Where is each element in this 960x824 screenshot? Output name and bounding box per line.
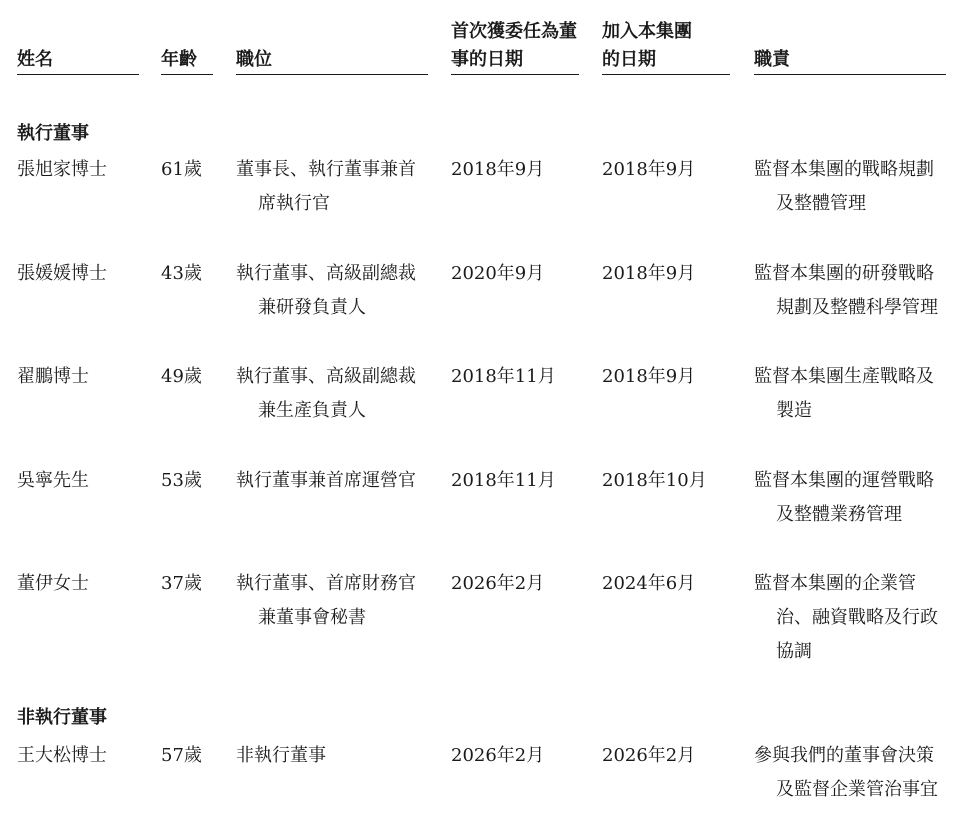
cell-responsibility-line: 及整體管理 — [776, 193, 866, 214]
cell-responsibility-line: 規劃及整體科學管理 — [776, 297, 938, 318]
cell-responsibility — [754, 153, 934, 221]
cell-position — [236, 153, 416, 221]
cell-appointed: 2026年2月 — [451, 573, 545, 594]
cell-age: 57歲 — [161, 745, 202, 766]
header-joined-line2: 的日期 — [602, 49, 656, 70]
cell-position — [236, 567, 416, 635]
cell-joined: 2018年9月 — [602, 159, 696, 180]
table-row — [0, 360, 960, 421]
cell-age: 49歲 — [161, 366, 202, 387]
cell-appointed: 2018年9月 — [451, 159, 545, 180]
cell-responsibility-line: 參與我們的董事會決策 — [754, 745, 934, 766]
cell-joined: 2018年9月 — [602, 263, 696, 284]
cell-position-line: 執行董事、高級副總裁 — [236, 263, 416, 284]
cell-position-line: 兼研發負責人 — [258, 297, 366, 318]
cell-joined: 2026年2月 — [602, 745, 696, 766]
cell-responsibility — [754, 464, 934, 532]
cell-responsibility-line: 協調 — [776, 641, 812, 662]
cell-responsibility-line: 監督本集團的企業管 — [754, 573, 916, 594]
cell-position-line: 董事長、執行董事兼首 — [236, 159, 416, 180]
cell-name: 張旭家博士 — [17, 159, 107, 180]
cell-responsibility-line: 監督本集團的戰略規劃 — [754, 159, 934, 180]
cell-responsibility-line: 監督本集團的運營戰略 — [754, 470, 934, 491]
cell-position-line: 席執行官 — [258, 193, 330, 214]
header-name-label: 姓名 — [17, 49, 53, 70]
table-row — [0, 739, 960, 800]
header-age-label: 年齡 — [161, 49, 197, 70]
cell-responsibility-line: 製造 — [776, 400, 812, 421]
cell-position — [236, 739, 326, 773]
cell-joined: 2018年10月 — [602, 470, 707, 491]
cell-responsibility — [754, 360, 934, 428]
cell-responsibility-line: 治、融資戰略及行政 — [776, 607, 938, 628]
header-joined-date — [602, 18, 730, 75]
cell-responsibility — [754, 567, 938, 669]
cell-age: 53歲 — [161, 470, 202, 491]
cell-responsibility-line: 及監督企業管治事宜 — [776, 779, 938, 800]
cell-age: 43歲 — [161, 263, 202, 284]
cell-position-line: 執行董事、高級副總裁 — [236, 366, 416, 387]
header-name — [17, 46, 139, 75]
cell-position-line: 執行董事兼首席運營官 — [236, 470, 416, 491]
table-row — [0, 464, 960, 525]
cell-name: 翟鵬博士 — [17, 366, 89, 387]
cell-position — [236, 464, 416, 498]
cell-position-line: 執行董事、首席財務官 — [236, 573, 416, 594]
cell-age: 37歲 — [161, 573, 202, 594]
cell-position — [236, 257, 416, 325]
cell-responsibility — [754, 257, 938, 325]
header-appointment-line2: 事的日期 — [451, 49, 523, 70]
cell-age: 61歲 — [161, 159, 202, 180]
cell-appointed: 2018年11月 — [451, 470, 556, 491]
header-appointment-date — [451, 18, 579, 75]
header-responsibility-label: 職責 — [754, 49, 790, 70]
cell-joined: 2024年6月 — [602, 573, 696, 594]
cell-position-line: 兼董事會秘書 — [258, 607, 366, 628]
header-appointment-line1: 首次獲委任為董 — [451, 21, 577, 42]
cell-appointed: 2026年2月 — [451, 745, 545, 766]
cell-appointed: 2018年11月 — [451, 366, 556, 387]
table-row — [0, 257, 960, 318]
cell-appointed: 2020年9月 — [451, 263, 545, 284]
header-position — [236, 46, 428, 75]
cell-joined: 2018年9月 — [602, 366, 696, 387]
header-responsibility — [754, 46, 946, 75]
header-age — [161, 46, 213, 75]
cell-name: 吳寧先生 — [17, 470, 89, 491]
section-executive-directors: 執行董事 — [17, 123, 89, 144]
table-row — [0, 153, 960, 214]
table-row — [0, 567, 960, 662]
cell-name: 王大松博士 — [17, 745, 107, 766]
cell-responsibility — [754, 739, 938, 807]
cell-position-line: 非執行董事 — [236, 745, 326, 766]
cell-responsibility-line: 監督本集團的研發戰略 — [754, 263, 934, 284]
header-position-label: 職位 — [236, 49, 272, 70]
cell-name: 董伊女士 — [17, 573, 89, 594]
cell-position-line: 兼生產負責人 — [258, 400, 366, 421]
cell-position — [236, 360, 416, 428]
header-joined-line1: 加入本集團 — [602, 21, 692, 42]
cell-responsibility-line: 監督本集團生產戰略及 — [754, 366, 934, 387]
section-non-executive-directors: 非執行董事 — [17, 707, 107, 728]
cell-name: 張媛媛博士 — [17, 263, 107, 284]
cell-responsibility-line: 及整體業務管理 — [776, 504, 902, 525]
